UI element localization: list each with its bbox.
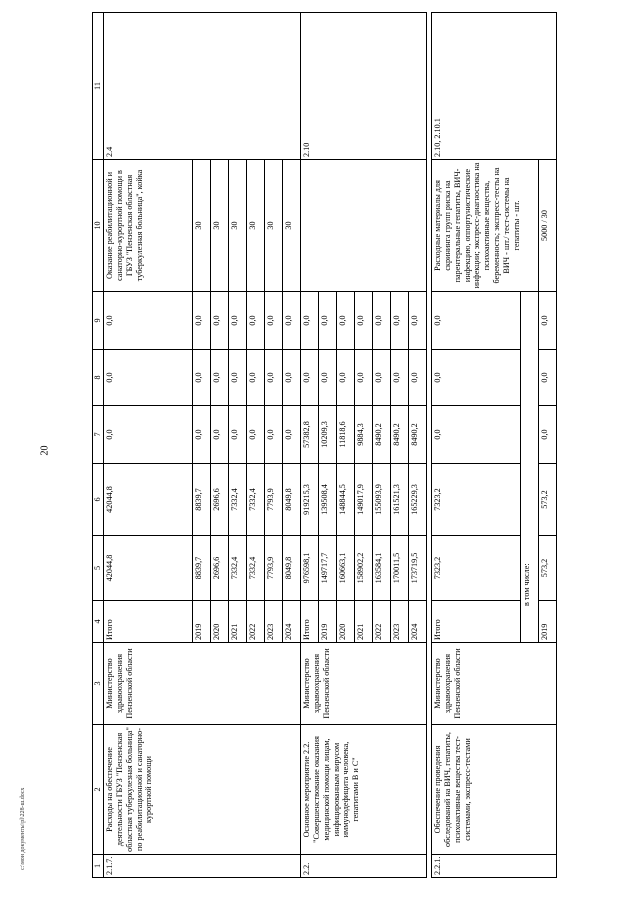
footer-path: c:\мои документы\pl\228-ш.docx (20, 787, 26, 870)
period-total: Итого (301, 601, 319, 643)
value-cell: 8049,8 (283, 464, 301, 536)
value-cell: 0,0 (229, 292, 247, 350)
table-row (432, 13, 521, 878)
table-row (301, 13, 319, 878)
value-cell: 0,0 (391, 292, 409, 350)
value-cell: 173719,5 (409, 536, 427, 601)
col-num: 3 (93, 643, 104, 725)
link-cell: 2.10 (301, 13, 427, 160)
column-number-row (93, 13, 104, 878)
value-cell: 0,0 (193, 406, 211, 464)
value-cell: 0,0 (265, 350, 283, 406)
year-cell: 2023 (391, 601, 409, 643)
value-cell: 0,0 (193, 292, 211, 350)
value-cell: 7332,4 (229, 536, 247, 601)
value-cell: 57382,8 (301, 406, 319, 464)
value-cell: 0,0 (211, 406, 229, 464)
value-cell: 30 (193, 160, 211, 292)
value-cell: 2696,6 (211, 464, 229, 536)
value-cell: 139508,4 (319, 464, 337, 536)
value-cell: 0,0 (373, 292, 391, 350)
value-cell: 0,0 (432, 350, 521, 406)
value-cell: 0,0 (539, 406, 557, 464)
col-num: 2 (93, 725, 104, 855)
rotated-page (92, 13, 620, 878)
value-cell: 30 (211, 160, 229, 292)
value-cell: 0,0 (373, 350, 391, 406)
value-cell: 0,0 (432, 406, 521, 464)
including-label: в том числе: (521, 292, 539, 643)
indicator-cell: Оказание реабилитационной и санаторно-курортной помощи в ГБУЗ "Пензенская областная туберкулезная больница", койка (104, 160, 193, 292)
value-cell: 2696,6 (211, 536, 229, 601)
link-cell: 2.10, 2.10.1 (432, 13, 557, 160)
value-cell: 160663,1 (337, 536, 355, 601)
value-cell: 0,0 (432, 292, 521, 350)
row-name: Обеспечение проведения обследований на ВИЧ, гепатиты, психоактивные вещества тест-системами, экспресс-тестами (432, 725, 557, 855)
value-cell: 8839,7 (193, 536, 211, 601)
value-cell: 30 (265, 160, 283, 292)
year-cell: 2021 (355, 601, 373, 643)
value-cell: 30 (247, 160, 265, 292)
value-cell: 148844,5 (337, 464, 355, 536)
value-cell: 0,0 (247, 350, 265, 406)
value-cell: 8049,8 (283, 536, 301, 601)
value-cell: 8490,2 (373, 406, 391, 464)
page-number: 20 (39, 445, 51, 456)
indicator-cell-empty (301, 160, 427, 292)
year-cell: 2020 (337, 601, 355, 643)
year-cell: 2021 (229, 601, 247, 643)
year-cell: 2024 (283, 601, 301, 643)
value-cell: 8490,2 (409, 406, 427, 464)
value-cell: 42044,8 (104, 464, 193, 536)
value-cell: 0,0 (193, 350, 211, 406)
value-cell: 170011,5 (391, 536, 409, 601)
value-cell: 0,0 (319, 292, 337, 350)
value-cell: 0,0 (211, 350, 229, 406)
period-total: Итого (432, 601, 521, 643)
row-name: Основное мероприятие 2.2. "Совершенствование оказания медицинской помощи лицам, инфицированным вирусом иммунодефицита человека, гепатитами B и C" (301, 725, 427, 855)
col-num: 7 (93, 406, 104, 464)
value-cell: 0,0 (301, 350, 319, 406)
value-cell: 0,0 (391, 350, 409, 406)
value-cell: 5000 / 30 (539, 160, 557, 292)
value-cell: 0,0 (319, 350, 337, 406)
value-cell: 163584,1 (373, 536, 391, 601)
year-cell: 2023 (265, 601, 283, 643)
value-cell: 9884,3 (355, 406, 373, 464)
value-cell: 573,2 (539, 464, 557, 536)
value-cell: 0,0 (301, 292, 319, 350)
value-cell: 149017,9 (355, 464, 373, 536)
row-executor: Министерство здравоохранения Пензенской области (301, 643, 427, 725)
value-cell: 7793,9 (265, 464, 283, 536)
value-cell: 30 (283, 160, 301, 292)
row-name: Расходы на обеспечение деятельности ГБУЗ "Пензенская областная туберкулезная больница" по реабилитационной и санаторно-курортной помощи (104, 725, 301, 855)
period-total: Итого (104, 601, 193, 643)
year-cell: 2022 (247, 601, 265, 643)
value-cell: 0,0 (409, 292, 427, 350)
value-cell: 0,0 (247, 292, 265, 350)
col-num: 8 (93, 350, 104, 406)
value-cell: 0,0 (355, 350, 373, 406)
value-cell: 0,0 (247, 406, 265, 464)
year-cell: 2019 (193, 601, 211, 643)
value-cell: 11818,6 (337, 406, 355, 464)
col-num: 1 (93, 855, 104, 878)
col-num: 4 (93, 601, 104, 643)
value-cell: 0,0 (265, 406, 283, 464)
value-cell: 0,0 (355, 292, 373, 350)
col-num: 11 (93, 13, 104, 160)
year-cell: 2019 (539, 601, 557, 643)
value-cell: 0,0 (104, 406, 193, 464)
value-cell: 7332,4 (247, 536, 265, 601)
program-table (92, 12, 557, 878)
value-cell: 0,0 (104, 350, 193, 406)
value-cell: 0,0 (337, 350, 355, 406)
value-cell: 10209,3 (319, 406, 337, 464)
value-cell: 0,0 (539, 350, 557, 406)
value-cell: 42044,8 (104, 536, 193, 601)
year-cell: 2020 (211, 601, 229, 643)
value-cell: 30 (229, 160, 247, 292)
value-cell: 0,0 (211, 292, 229, 350)
value-cell: 0,0 (283, 292, 301, 350)
value-cell: 161521,3 (391, 464, 409, 536)
row-executor: Министерство здравоохранения Пензенской области (104, 643, 301, 725)
value-cell: 8490,2 (391, 406, 409, 464)
col-num: 10 (93, 160, 104, 292)
table-row (104, 13, 193, 878)
row-code: 2.2.1. (432, 855, 557, 878)
row-code: 2.2. (301, 855, 427, 878)
value-cell: 0,0 (104, 292, 193, 350)
col-num: 9 (93, 292, 104, 350)
value-cell: 0,0 (283, 350, 301, 406)
value-cell: 0,0 (229, 350, 247, 406)
value-cell: 165229,3 (409, 464, 427, 536)
col-num: 6 (93, 464, 104, 536)
value-cell: 0,0 (229, 406, 247, 464)
value-cell: 8839,7 (193, 464, 211, 536)
value-cell: 7332,4 (229, 464, 247, 536)
value-cell: 0,0 (265, 292, 283, 350)
value-cell: 0,0 (409, 350, 427, 406)
value-cell: 158902,2 (355, 536, 373, 601)
value-cell: 0,0 (283, 406, 301, 464)
indicator-cell: Расходные материалы для скрининга групп риска на парентеральные гепатиты, ВИЧ-инфекцию, оппортунистические инфекции; экспресс-диагностика на психоактивные вещества, беременность; экспресс-тесты на ВИЧ - шт./ тест-системы на гепатиты - шт. (432, 160, 539, 292)
year-cell: 2022 (373, 601, 391, 643)
value-cell: 0,0 (539, 292, 557, 350)
value-cell: 155093,9 (373, 464, 391, 536)
year-cell: 2024 (409, 601, 427, 643)
value-cell: 7323,2 (432, 464, 521, 536)
link-cell: 2.4 (104, 13, 301, 160)
value-cell: 7323,2 (432, 536, 521, 601)
row-code: 2.1.7. (104, 855, 301, 878)
value-cell: 573,2 (539, 536, 557, 601)
value-cell: 7332,4 (247, 464, 265, 536)
value-cell: 919215,3 (301, 464, 319, 536)
value-cell: 7793,9 (265, 536, 283, 601)
col-num: 5 (93, 536, 104, 601)
row-executor: Министерство здравоохранения Пензенской области (432, 643, 557, 725)
value-cell: 149717,7 (319, 536, 337, 601)
value-cell: 976598,1 (301, 536, 319, 601)
year-cell: 2019 (319, 601, 337, 643)
value-cell: 0,0 (337, 292, 355, 350)
